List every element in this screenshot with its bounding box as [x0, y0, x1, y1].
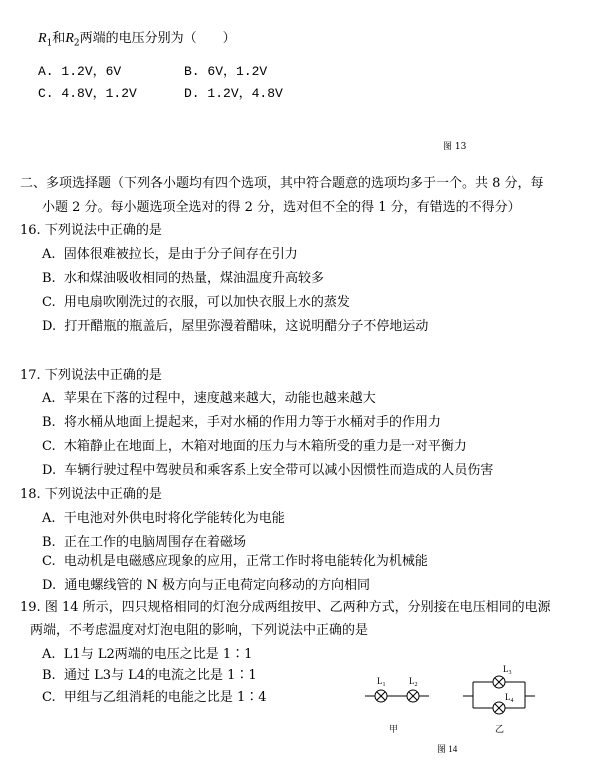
- q18-option-d-label: D.: [42, 578, 57, 593]
- label-jia: 甲: [389, 724, 399, 734]
- option-d: [184, 82, 283, 101]
- q16-option-b: [42, 267, 324, 286]
- q18-option-a: [42, 507, 285, 526]
- q17-option-c: [42, 435, 467, 454]
- q16-option-a-text: 固体很难被拉长，是由于分子间存在引力: [63, 247, 298, 262]
- q18-option-d: [42, 574, 370, 593]
- q17-option-b: [42, 411, 441, 430]
- q18-stem: [20, 483, 162, 502]
- figure-14-circuits: [355, 660, 555, 760]
- r1-variable: R: [38, 31, 47, 46]
- q17-option-c-text: 木箱静止在地面上，木箱对地面的压力与木箱所受的重力是一对平衡力: [63, 439, 467, 454]
- series-circuit: [365, 690, 429, 702]
- q16-option-d-text: 打开醋瓶的瓶盖后，屋里弥漫着醋味，这说明醋分子不停地运动: [64, 319, 429, 334]
- q18-option-b-text: 正在工作的电脑周围存在着磁场: [63, 535, 246, 550]
- q19-option-b-text: 通过 L3与 L4的电流之比是 1∶1: [63, 668, 257, 683]
- q16-option-d-label: D.: [42, 319, 57, 334]
- option-c-label: C.: [38, 86, 54, 101]
- lamp-l4-label: $L_4$: [505, 692, 514, 704]
- q19-option-c: [42, 686, 267, 705]
- option-a-text: 1.2V，6V: [61, 64, 122, 79]
- q17-option-d: [42, 459, 493, 478]
- section-title-line2: 小题 2 分。每小题选项全选对的得 2 分，选对但不全的得 1 分，有错选的不得分）: [42, 200, 521, 215]
- q18-option-c-text: 电动机是电磁感应现象的应用，正常工作时将电能转化为机械能: [63, 554, 428, 569]
- q16-number: 16.: [20, 223, 41, 238]
- option-a: [38, 60, 121, 79]
- q16-option-d: [42, 315, 428, 334]
- q18-option-c: [42, 550, 428, 569]
- q19-number: 19.: [20, 600, 41, 615]
- q17-option-a-label: A.: [42, 391, 56, 406]
- figure-13-caption: 图 13: [443, 142, 467, 152]
- q19-stem-text-1: 图 14 所示，四只规格相同的灯泡分成两组按甲、乙两种方式，分别接在电压相同的电源: [44, 600, 551, 615]
- q19-option-c-text: 甲组与乙组消耗的电能之比是 1∶4: [63, 690, 267, 705]
- q17-option-d-text: 车辆行驶过程中驾驶员和乘客系上安全带可以减小因惯性而造成的人员伤害: [64, 463, 494, 478]
- q19-option-b: [42, 664, 257, 683]
- section-title-line1: 二、多项选择题（下列各小题均有四个选项，其中符合题意的选项均多于一个。共 8 分，每: [20, 176, 544, 191]
- q16-stem: [20, 219, 162, 238]
- q18-option-c-label: C.: [42, 554, 56, 569]
- option-a-label: A.: [38, 64, 54, 79]
- q19-stem-line2: 两端，不考虑温度对灯泡电阻的影响，下列说法中正确的是: [30, 623, 369, 638]
- option-b-text: 6V，1.2V: [207, 64, 268, 79]
- option-b-label: B.: [184, 64, 200, 79]
- q17-option-a-text: 苹果在下落的过程中，速度越来越大，动能也越来越大: [63, 391, 376, 406]
- option-d-label: D.: [184, 86, 200, 101]
- q16-stem-text: 下列说法中正确的是: [44, 223, 162, 238]
- r2-subscript: 2: [73, 38, 80, 49]
- q18-stem-text: 下列说法中正确的是: [44, 487, 162, 502]
- lamp-l3-label: $L_3$: [503, 664, 512, 676]
- lamp-l1-label: $L_1$: [377, 676, 386, 688]
- q16-option-a: [42, 243, 298, 262]
- option-c-text: 4.8V，1.2V: [61, 86, 137, 101]
- q17-option-c-label: C.: [42, 439, 56, 454]
- q19-option-b-label: B.: [42, 668, 56, 683]
- r1-subscript: 1: [46, 38, 53, 49]
- q17-stem-text: 下列说法中正确的是: [44, 368, 162, 383]
- question-r1-r2-line: [38, 27, 236, 49]
- r2-variable: R: [65, 31, 74, 46]
- option-c: [38, 82, 137, 101]
- option-b: [184, 60, 267, 79]
- question-rest-text: 两端的电压分别为（ ）: [79, 31, 236, 46]
- option-d-text: 1.2V，4.8V: [207, 86, 283, 101]
- q19-option-a: [42, 643, 252, 662]
- q17-option-b-text: 将水桶从地面上提起来，手对水桶的作用力等于水桶对手的作用力: [63, 415, 441, 430]
- lamp-l2-label: $L_2$: [409, 676, 418, 688]
- q18-option-b-label: B.: [42, 535, 56, 550]
- q18-option-d-text: 通电螺线管的 N 极方向与正电荷定向移动的方向相同: [64, 578, 370, 593]
- q17-option-a: [42, 387, 376, 406]
- q17-stem: [20, 364, 162, 383]
- q18-option-a-label: A.: [42, 511, 56, 526]
- q18-option-b: [42, 531, 246, 550]
- q16-option-a-label: A.: [42, 247, 56, 262]
- parallel-circuit: [463, 676, 535, 714]
- q18-option-a-text: 干电池对外供电时将化学能转化为电能: [63, 511, 285, 526]
- q16-option-c: [42, 291, 350, 310]
- q16-option-c-text: 用电扇吹刚洗过的衣服，可以加快衣服上水的蒸发: [63, 295, 350, 310]
- q19-option-c-label: C.: [42, 690, 56, 705]
- r1-r2-connector: 和: [52, 31, 66, 46]
- q17-number: 17.: [20, 368, 41, 383]
- label-yi: 乙: [495, 724, 505, 734]
- q16-option-c-label: C.: [42, 295, 56, 310]
- q16-option-b-text: 水和煤油吸收相同的热量，煤油温度升高较多: [63, 271, 324, 286]
- q18-number: 18.: [20, 487, 41, 502]
- q19-option-a-text: L1与 L2两端的电压之比是 1∶1: [63, 647, 253, 662]
- q17-option-d-label: D.: [42, 463, 57, 478]
- q19-option-a-label: A.: [42, 647, 56, 662]
- figure-14-caption: 图 14: [437, 744, 458, 754]
- q16-option-b-label: B.: [42, 271, 56, 286]
- q17-option-b-label: B.: [42, 415, 56, 430]
- q19-stem-line1: [20, 596, 551, 615]
